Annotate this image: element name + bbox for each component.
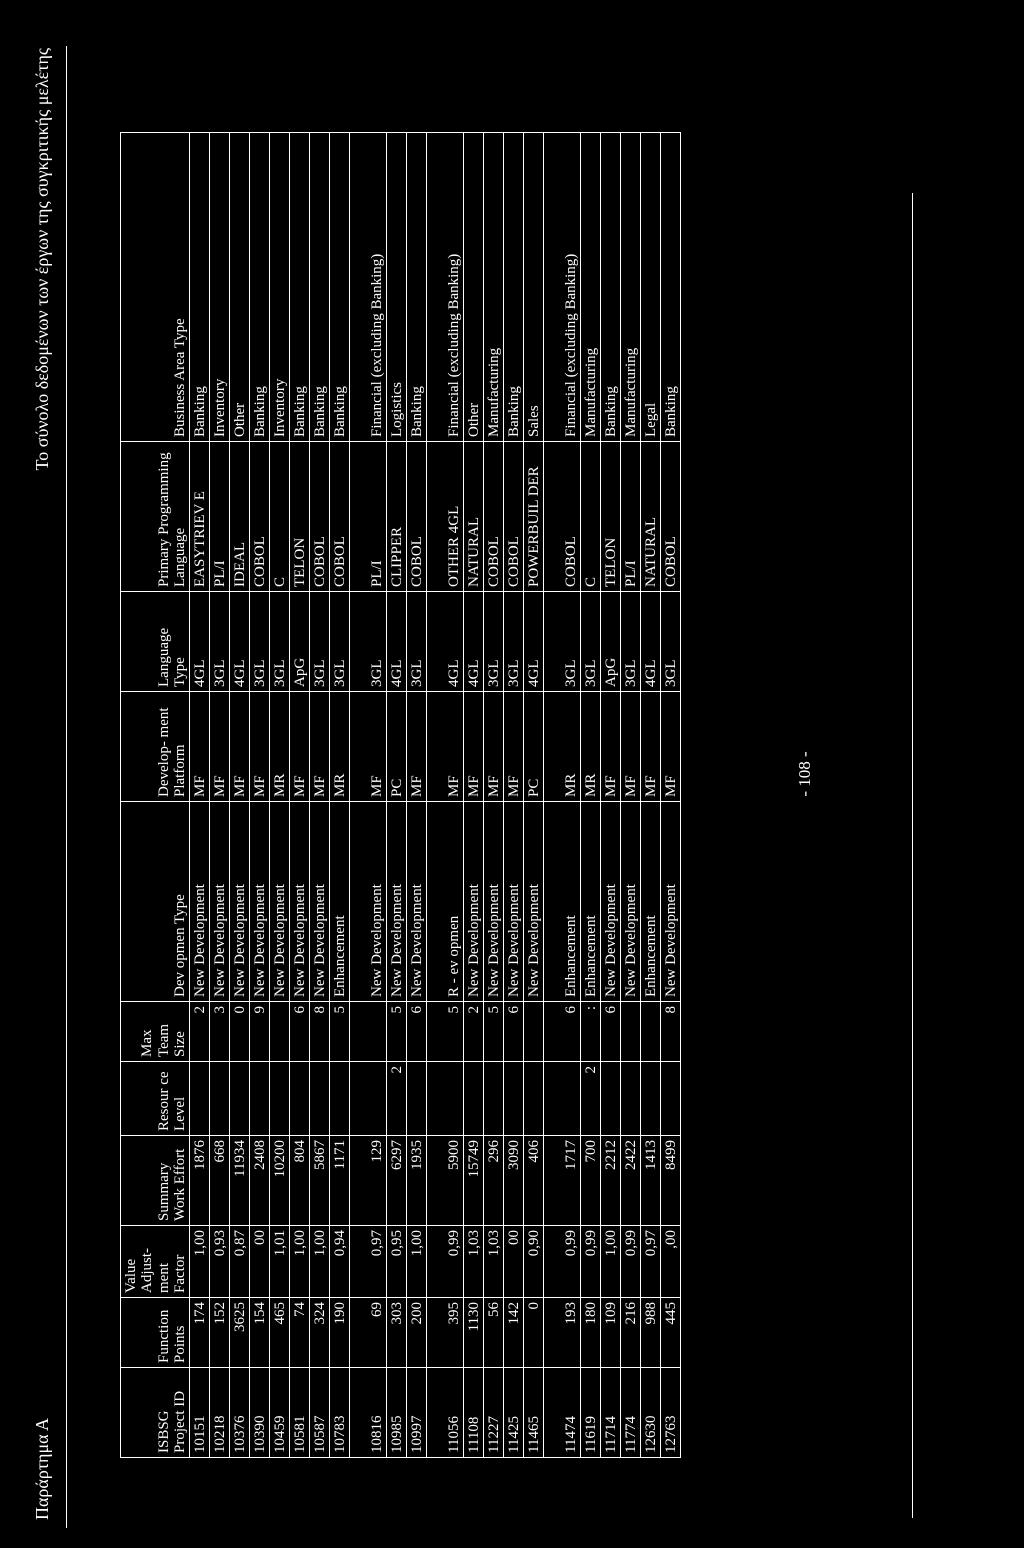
- table-cell: 56: [484, 1298, 504, 1368]
- table-cell: 10151: [190, 1368, 210, 1458]
- table-cell: MR: [270, 692, 290, 802]
- table-cell: 152: [210, 1298, 230, 1368]
- footer-rule: [912, 193, 913, 1518]
- table-cell: 154: [250, 1298, 270, 1368]
- table-cell: 8: [661, 1002, 681, 1062]
- table-cell: MF: [504, 692, 524, 802]
- table-cell: MF: [290, 692, 310, 802]
- table-row: [350, 133, 387, 1458]
- table-cell: 109: [601, 1298, 621, 1368]
- table-row: [641, 133, 661, 1458]
- table-cell: OTHER 4GL: [427, 442, 464, 592]
- table-row: [484, 133, 504, 1458]
- table-cell: 6: [407, 1002, 427, 1062]
- table-cell: 988: [641, 1298, 661, 1368]
- table-cell: [330, 1062, 350, 1136]
- column-header: Function Points: [121, 1298, 190, 1368]
- table-cell: Banking: [190, 133, 210, 442]
- column-header: Value Adjust- ment Factor: [121, 1226, 190, 1298]
- table-cell: 445: [661, 1298, 681, 1368]
- table-cell: 3GL: [330, 592, 350, 692]
- table-cell: 4GL: [464, 592, 484, 692]
- table-cell: 0,93: [210, 1226, 230, 1298]
- table-cell: C: [581, 442, 601, 592]
- table-cell: 1935: [407, 1136, 427, 1226]
- table-cell: Banking: [601, 133, 621, 442]
- table-cell: New Development: [601, 802, 621, 1002]
- table-cell: MF: [350, 692, 387, 802]
- table-cell: 6: [601, 1002, 621, 1062]
- table-cell: IDEAL: [230, 442, 250, 592]
- table-cell: [290, 1062, 310, 1136]
- column-header: Max Team Size: [121, 1002, 190, 1062]
- table-cell: 5: [484, 1002, 504, 1062]
- table-cell: 0,99: [621, 1226, 641, 1298]
- table-cell: 11934: [230, 1136, 250, 1226]
- table-cell: 69: [350, 1298, 387, 1368]
- table-cell: 15749: [464, 1136, 484, 1226]
- table-cell: New Development: [210, 802, 230, 1002]
- table-row: [387, 133, 407, 1458]
- appendix-title: Παράρτημα Α: [32, 1417, 52, 1520]
- table-cell: 3GL: [270, 592, 290, 692]
- table-cell: COBOL: [661, 442, 681, 592]
- table-cell: New Development: [407, 802, 427, 1002]
- table-cell: 10783: [330, 1368, 350, 1458]
- table-cell: New Development: [290, 802, 310, 1002]
- table-cell: 216: [621, 1298, 641, 1368]
- table-cell: 3GL: [621, 592, 641, 692]
- table-cell: PL/I: [210, 442, 230, 592]
- table-cell: Other: [464, 133, 484, 442]
- table-row: [621, 133, 641, 1458]
- table-cell: 2: [387, 1062, 407, 1136]
- table-cell: MF: [601, 692, 621, 802]
- table-cell: 10581: [290, 1368, 310, 1458]
- table-cell: New Development: [484, 802, 504, 1002]
- table-cell: 2408: [250, 1136, 270, 1226]
- table-cell: Financial (excluding Banking): [427, 133, 464, 442]
- table-cell: [464, 1062, 484, 1136]
- table-cell: Inventory: [270, 133, 290, 442]
- table-cell: 0,97: [350, 1226, 387, 1298]
- table-row: [504, 133, 524, 1458]
- table-cell: [230, 1062, 250, 1136]
- column-header: Summary Work Effort: [121, 1136, 190, 1226]
- table-cell: 296: [484, 1136, 504, 1226]
- table-cell: Enhancement: [544, 802, 581, 1002]
- column-header: Dev opmen Type: [121, 802, 190, 1002]
- table-cell: 1,00: [601, 1226, 621, 1298]
- table-cell: [621, 1062, 641, 1136]
- table-cell: 10376: [230, 1368, 250, 1458]
- table-cell: COBOL: [407, 442, 427, 592]
- table-cell: 1876: [190, 1136, 210, 1226]
- table-cell: Enhancement: [330, 802, 350, 1002]
- table-cell: COBOL: [310, 442, 330, 592]
- table-cell: PL/I: [621, 442, 641, 592]
- table-cell: [524, 1062, 544, 1136]
- table-cell: 200: [407, 1298, 427, 1368]
- table-cell: 11619: [581, 1368, 601, 1458]
- table-cell: New Development: [230, 802, 250, 1002]
- table-cell: 1717: [544, 1136, 581, 1226]
- table-cell: 804: [290, 1136, 310, 1226]
- table-cell: Financial (excluding Banking): [350, 133, 387, 442]
- table-cell: MF: [210, 692, 230, 802]
- table-row: [601, 133, 621, 1458]
- table-cell: 0,87: [230, 1226, 250, 1298]
- table-cell: 6: [290, 1002, 310, 1062]
- table-cell: ApG: [601, 592, 621, 692]
- table-cell: 3GL: [504, 592, 524, 692]
- table-cell: 2: [464, 1002, 484, 1062]
- table-cell: [601, 1062, 621, 1136]
- table-cell: New Development: [270, 802, 290, 1002]
- table-cell: Banking: [407, 133, 427, 442]
- table-cell: 1,00: [190, 1226, 210, 1298]
- table-cell: [661, 1062, 681, 1136]
- table-cell: 3GL: [581, 592, 601, 692]
- table-cell: Financial (excluding Banking): [544, 133, 581, 442]
- table-cell: COBOL: [544, 442, 581, 592]
- table-cell: MR: [330, 692, 350, 802]
- table-cell: 11108: [464, 1368, 484, 1458]
- table-cell: MF: [621, 692, 641, 802]
- table-cell: [270, 1002, 290, 1062]
- table-cell: POWERBUIL DER: [524, 442, 544, 592]
- table-cell: 4GL: [427, 592, 464, 692]
- table-cell: [621, 1002, 641, 1062]
- table-row: [524, 133, 544, 1458]
- table-cell: 6297: [387, 1136, 407, 1226]
- table-cell: COBOL: [250, 442, 270, 592]
- table-cell: 303: [387, 1298, 407, 1368]
- table-cell: 2: [581, 1062, 601, 1136]
- table-cell: [427, 1062, 464, 1136]
- table-cell: New Development: [350, 802, 387, 1002]
- table-row: [210, 133, 230, 1458]
- table-cell: New Development: [464, 802, 484, 1002]
- table-cell: 1130: [464, 1298, 484, 1368]
- table-row: [270, 133, 290, 1458]
- table-cell: COBOL: [330, 442, 350, 592]
- table-cell: 1,00: [310, 1226, 330, 1298]
- table-cell: MF: [230, 692, 250, 802]
- table-cell: 0: [230, 1002, 250, 1062]
- table-cell: 12763: [661, 1368, 681, 1458]
- table-cell: 11714: [601, 1368, 621, 1458]
- table-cell: New Development: [621, 802, 641, 1002]
- table-cell: MR: [581, 692, 601, 802]
- table-cell: 0,99: [544, 1226, 581, 1298]
- table-cell: 5900: [427, 1136, 464, 1226]
- table-cell: MF: [310, 692, 330, 802]
- table-cell: 11474: [544, 1368, 581, 1458]
- table-cell: MF: [641, 692, 661, 802]
- table-cell: 465: [270, 1298, 290, 1368]
- column-header: Primary Programming Language: [121, 442, 190, 592]
- table-cell: [504, 1062, 524, 1136]
- table-cell: New Development: [661, 802, 681, 1002]
- table-cell: 11227: [484, 1368, 504, 1458]
- table-cell: Banking: [250, 133, 270, 442]
- table-cell: 0,99: [581, 1226, 601, 1298]
- table-cell: 3090: [504, 1136, 524, 1226]
- table-cell: 3GL: [350, 592, 387, 692]
- table-cell: Sales: [524, 133, 544, 442]
- table-cell: Inventory: [210, 133, 230, 442]
- table-cell: TELON: [290, 442, 310, 592]
- table-cell: 193: [544, 1298, 581, 1368]
- table-row: [230, 133, 250, 1458]
- table-cell: Enhancement: [581, 802, 601, 1002]
- table-cell: 11056: [427, 1368, 464, 1458]
- table-cell: 180: [581, 1298, 601, 1368]
- table-row: [427, 133, 464, 1458]
- table-cell: 2212: [601, 1136, 621, 1226]
- table-cell: [250, 1062, 270, 1136]
- table-cell: 5: [330, 1002, 350, 1062]
- table-cell: NATURAL: [464, 442, 484, 592]
- table-cell: 3625: [230, 1298, 250, 1368]
- table-cell: 395: [427, 1298, 464, 1368]
- table-cell: 11465: [524, 1368, 544, 1458]
- table-cell: [350, 1002, 387, 1062]
- table-cell: 1171: [330, 1136, 350, 1226]
- table-cell: MF: [484, 692, 504, 802]
- table-header-row: [121, 133, 190, 1458]
- table-cell: New Development: [387, 802, 407, 1002]
- table-cell: NATURAL: [641, 442, 661, 592]
- table-cell: 3GL: [310, 592, 330, 692]
- table-row: [581, 133, 601, 1458]
- table-row: [310, 133, 330, 1458]
- table-cell: Manufacturing: [581, 133, 601, 442]
- table-cell: [310, 1062, 330, 1136]
- table-cell: TELON: [601, 442, 621, 592]
- table-cell: MF: [190, 692, 210, 802]
- table-cell: 2: [190, 1002, 210, 1062]
- table-cell: [407, 1062, 427, 1136]
- table-cell: 1,03: [464, 1226, 484, 1298]
- table-cell: 6: [504, 1002, 524, 1062]
- table-cell: 3GL: [661, 592, 681, 692]
- table-cell: [270, 1062, 290, 1136]
- table-row: [407, 133, 427, 1458]
- table-cell: COBOL: [484, 442, 504, 592]
- table-cell: PC: [524, 692, 544, 802]
- table-cell: 74: [290, 1298, 310, 1368]
- table-cell: 1,03: [484, 1226, 504, 1298]
- table-cell: 4GL: [524, 592, 544, 692]
- table-cell: 3GL: [544, 592, 581, 692]
- table-cell: 5867: [310, 1136, 330, 1226]
- table-cell: 8: [310, 1002, 330, 1062]
- table-cell: Banking: [290, 133, 310, 442]
- table-row: [290, 133, 310, 1458]
- table-cell: MF: [407, 692, 427, 802]
- table-cell: 1,00: [407, 1226, 427, 1298]
- table-cell: 190: [330, 1298, 350, 1368]
- table-cell: 4GL: [230, 592, 250, 692]
- table-cell: COBOL: [504, 442, 524, 592]
- table-cell: 00: [504, 1226, 524, 1298]
- table-cell: 3GL: [484, 592, 504, 692]
- table-cell: PL/I: [350, 442, 387, 592]
- page-number: - 108 -: [795, 751, 814, 797]
- table-cell: 10816: [350, 1368, 387, 1458]
- table-cell: 9: [250, 1002, 270, 1062]
- table-cell: 10200: [270, 1136, 290, 1226]
- table-cell: 700: [581, 1136, 601, 1226]
- table-cell: MF: [464, 692, 484, 802]
- table-row: [661, 133, 681, 1458]
- table-cell: PC: [387, 692, 407, 802]
- table-cell: MF: [250, 692, 270, 802]
- table-cell: 8499: [661, 1136, 681, 1226]
- table-cell: 668: [210, 1136, 230, 1226]
- table-cell: [190, 1062, 210, 1136]
- table-cell: 406: [524, 1136, 544, 1226]
- table-cell: Banking: [330, 133, 350, 442]
- table-cell: 00: [250, 1226, 270, 1298]
- table-cell: Legal: [641, 133, 661, 442]
- table-cell: 11425: [504, 1368, 524, 1458]
- table-cell: Enhancement: [641, 802, 661, 1002]
- table-cell: Banking: [310, 133, 330, 442]
- table-cell: Other: [230, 133, 250, 442]
- table-cell: [524, 1002, 544, 1062]
- table-cell: R - ev opmen: [427, 802, 464, 1002]
- table-cell: 11774: [621, 1368, 641, 1458]
- table-cell: 12630: [641, 1368, 661, 1458]
- table-cell: 1413: [641, 1136, 661, 1226]
- table-row: [250, 133, 270, 1458]
- column-header: Develop- ment Platform: [121, 692, 190, 802]
- table-cell: 10985: [387, 1368, 407, 1458]
- table-cell: 4GL: [387, 592, 407, 692]
- table-cell: 10218: [210, 1368, 230, 1458]
- table-row: [464, 133, 484, 1458]
- table-cell: 10587: [310, 1368, 330, 1458]
- table-row: [330, 133, 350, 1458]
- table-cell: CLIPPER: [387, 442, 407, 592]
- table-cell: New Development: [310, 802, 330, 1002]
- table-body: [190, 133, 681, 1458]
- column-header: Language Type: [121, 592, 190, 692]
- table-cell: 1,00: [290, 1226, 310, 1298]
- table-cell: [641, 1002, 661, 1062]
- table-cell: 0,97: [641, 1226, 661, 1298]
- table-cell: 174: [190, 1298, 210, 1368]
- column-header: Resour ce Level: [121, 1062, 190, 1136]
- table-cell: Banking: [661, 133, 681, 442]
- table-cell: 10390: [250, 1368, 270, 1458]
- table-cell: MF: [427, 692, 464, 802]
- header-rule: [66, 46, 67, 1528]
- table-cell: 4GL: [641, 592, 661, 692]
- table-row: [544, 133, 581, 1458]
- table-cell: 324: [310, 1298, 330, 1368]
- table-cell: 1,01: [270, 1226, 290, 1298]
- table-cell: Manufacturing: [484, 133, 504, 442]
- table-cell: [641, 1062, 661, 1136]
- table-cell: New Development: [250, 802, 270, 1002]
- table-cell: Banking: [504, 133, 524, 442]
- table-cell: Manufacturing: [621, 133, 641, 442]
- column-header: Business Area Type: [121, 133, 190, 442]
- table-cell: 5: [427, 1002, 464, 1062]
- table-cell: C: [270, 442, 290, 592]
- table-cell: 4GL: [190, 592, 210, 692]
- table-cell: MF: [661, 692, 681, 802]
- table-cell: 10459: [270, 1368, 290, 1458]
- table-cell: 6: [544, 1002, 581, 1062]
- table-cell: 0,94: [330, 1226, 350, 1298]
- table-cell: EASYTRIEV E: [190, 442, 210, 592]
- table-cell: 0,90: [524, 1226, 544, 1298]
- table-cell: :: [581, 1002, 601, 1062]
- table-cell: [484, 1062, 504, 1136]
- table-cell: New Development: [524, 802, 544, 1002]
- page-heading: Το σύνολο δεδομένων των έργων της συγκριτικής μελέτης: [32, 48, 52, 471]
- table-row: [190, 133, 210, 1458]
- projects-table: [120, 132, 681, 1458]
- table-cell: New Development: [190, 802, 210, 1002]
- table-cell: New Development: [504, 802, 524, 1002]
- table-cell: [544, 1062, 581, 1136]
- table-cell: [210, 1062, 230, 1136]
- table-cell: Logistics: [387, 133, 407, 442]
- table-cell: 142: [504, 1298, 524, 1368]
- table-cell: 129: [350, 1136, 387, 1226]
- table-cell: 5: [387, 1002, 407, 1062]
- column-header: ISBSG Project ID: [121, 1368, 190, 1458]
- table-cell: MR: [544, 692, 581, 802]
- table-cell: 0,99: [427, 1226, 464, 1298]
- table-cell: 2422: [621, 1136, 641, 1226]
- table-cell: 10997: [407, 1368, 427, 1458]
- table-cell: 3GL: [407, 592, 427, 692]
- table-cell: 3: [210, 1002, 230, 1062]
- table-cell: 0,95: [387, 1226, 407, 1298]
- table-cell: [350, 1062, 387, 1136]
- table-cell: 0: [524, 1298, 544, 1368]
- table-cell: 3GL: [210, 592, 230, 692]
- table-cell: ApG: [290, 592, 310, 692]
- table-cell: 3GL: [250, 592, 270, 692]
- table-cell: ,00: [661, 1226, 681, 1298]
